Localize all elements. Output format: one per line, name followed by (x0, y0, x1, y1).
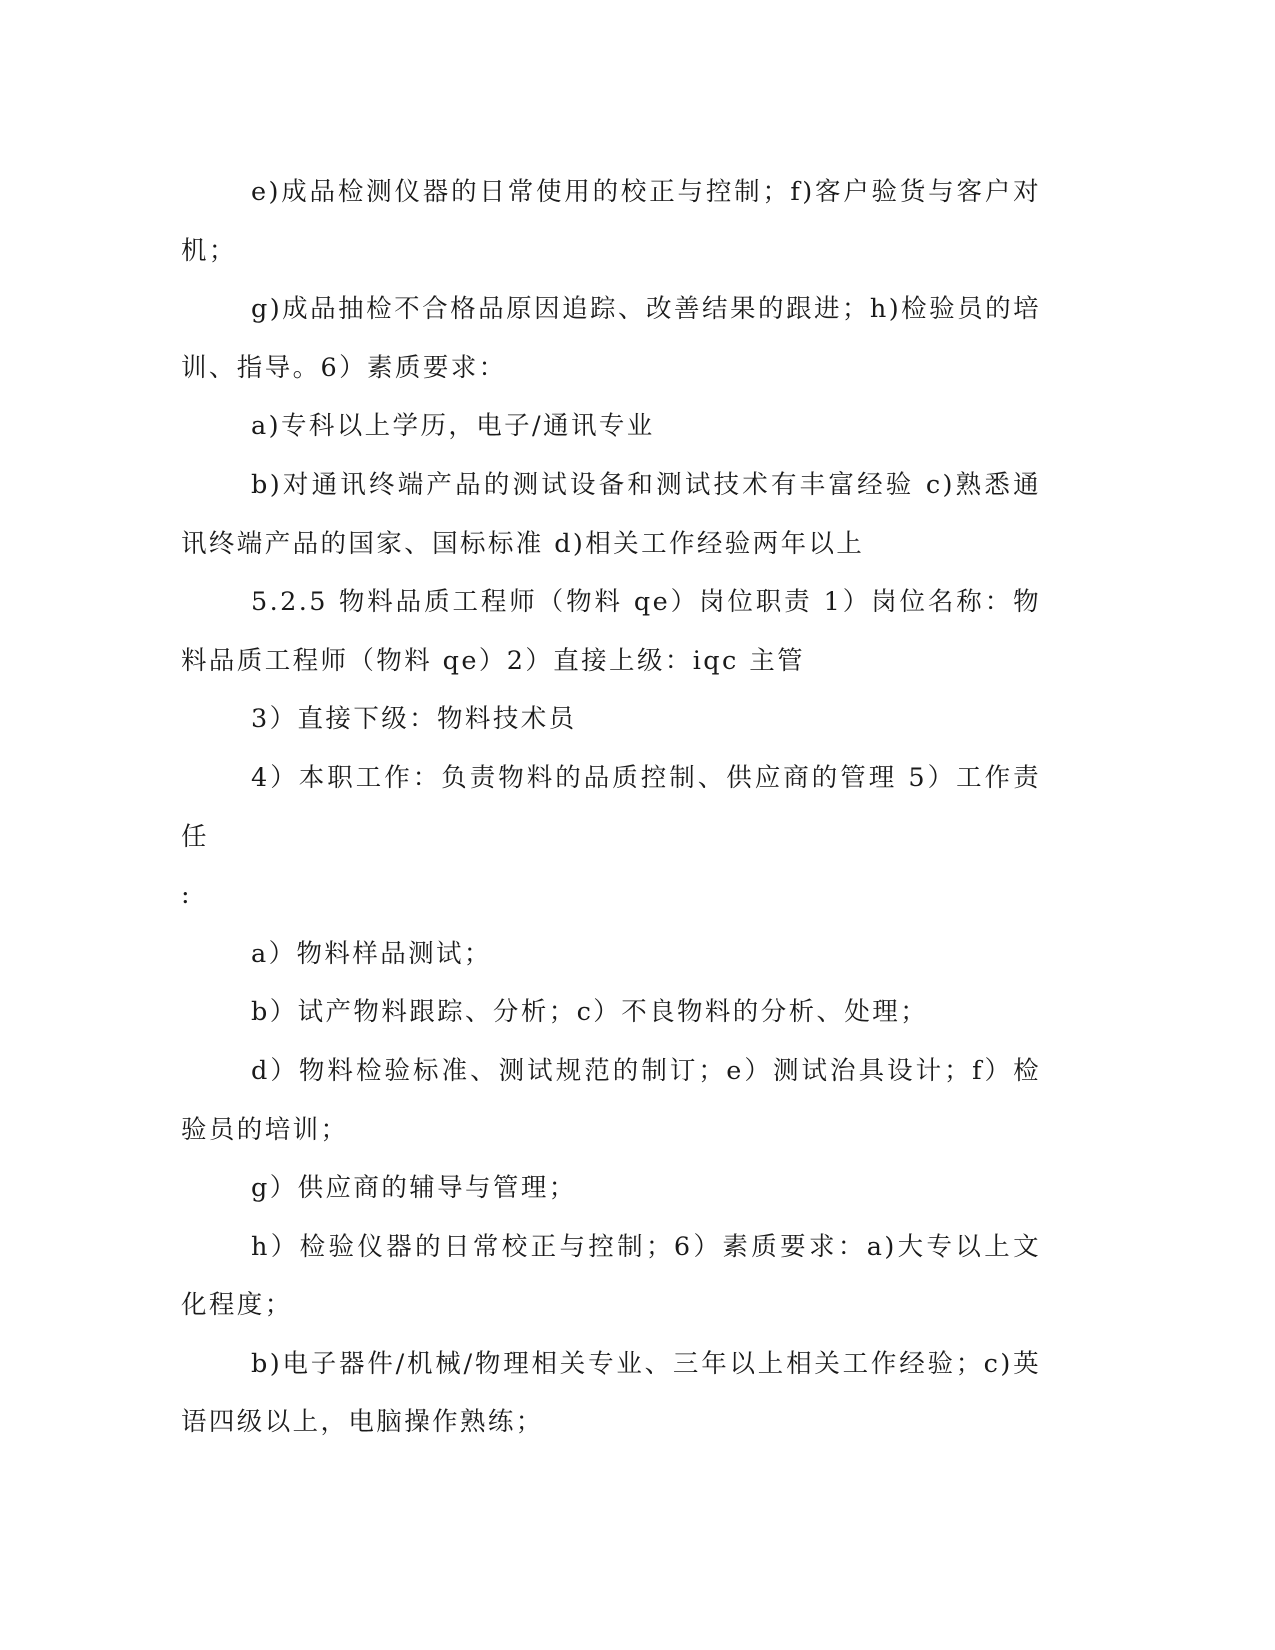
paragraph-continuation: : (181, 880, 192, 911)
paragraph: g）供应商的辅导与管理； (251, 1173, 577, 1204)
paragraph: b)电子器件/机械/物理相关专业、三年以上相关工作经验；c)英语四级以上，电脑操作熟练； (181, 1348, 1041, 1438)
paragraph: e)成品检测仪器的日常使用的校正与控制；f)客户验货与客户对机； (181, 177, 1041, 266)
document-body (181, 163, 1041, 1452)
paragraph: h）检验仪器的日常校正与控制；6）素质要求：a)大专以上文化程度； (181, 1231, 1041, 1321)
paragraph: a）物料样品测试； (251, 938, 492, 969)
paragraph: b)对通讯终端产品的测试设备和测试技术有丰富经验 c)熟悉通讯终端产品的国家、国标标准 d)相关工作经验两年以上 (181, 469, 1041, 559)
paragraph: 3）直接下级：物料技术员 (251, 704, 577, 735)
paragraph: g)成品抽检不合格品原因追踪、改善结果的跟进；h)检验员的培训、指导。6）素质要求： (181, 294, 1041, 383)
paragraph: b）试产物料跟踪、分析；c）不良物料的分析、处理； (251, 997, 929, 1028)
paragraph: d）物料检验标准、测试规范的制订；e）测试治具设计；f）检验员的培训； (181, 1055, 1041, 1145)
paragraph: 5.2.5 物料品质工程师（物料 qe）岗位职责 1）岗位名称：物料品质工程师（物料 qe）2）直接上级：iqc 主管 (181, 587, 1041, 676)
paragraph: a)专科以上学历，电子/通讯专业 (251, 411, 655, 442)
paragraph: 4）本职工作：负责物料的品质控制、供应商的管理 5）工作责任 (181, 762, 1041, 852)
